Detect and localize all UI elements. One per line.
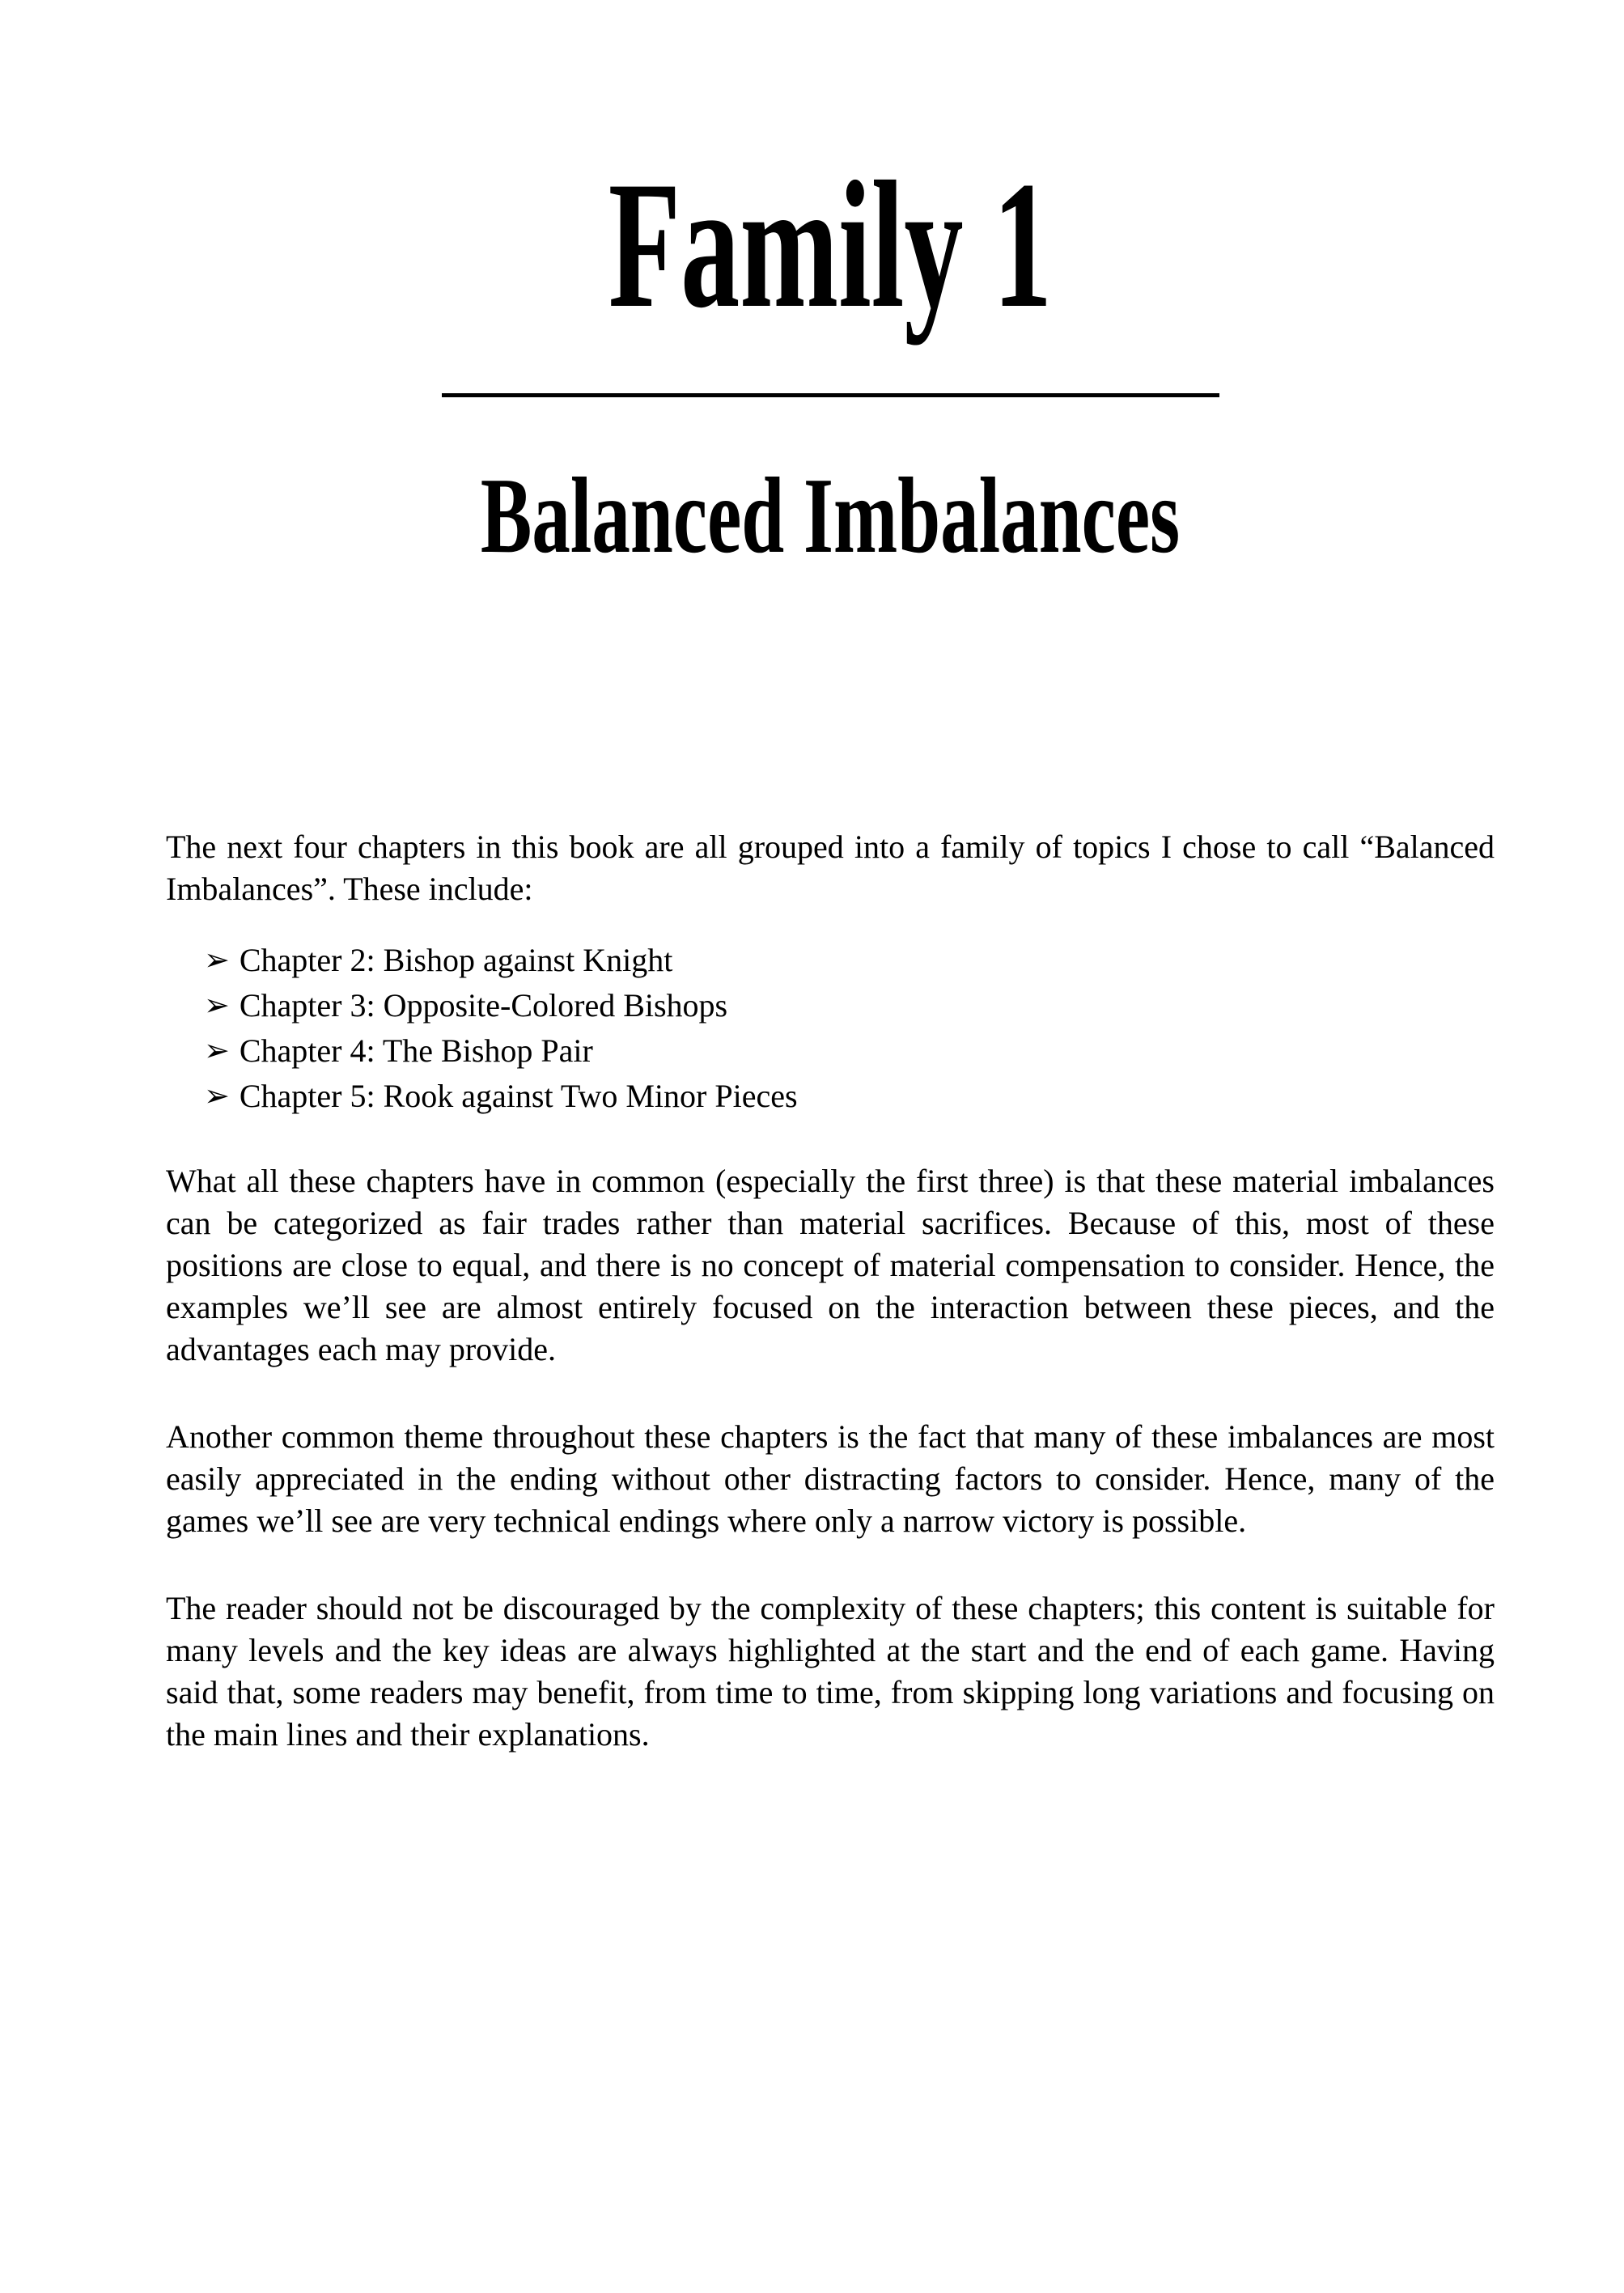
family-heading: Family 1 bbox=[608, 143, 1053, 345]
title-divider bbox=[442, 393, 1219, 397]
chapter-header bbox=[166, 143, 1495, 575]
chapter-list-label: Chapter 4: The Bishop Pair bbox=[239, 1032, 593, 1069]
arrow-bullet-icon: ➢ bbox=[204, 942, 230, 977]
chapter-list-label: Chapter 5: Rook against Two Minor Pieces bbox=[239, 1078, 798, 1114]
chapter-list-item bbox=[204, 983, 1495, 1028]
intro-paragraph: The next four chapters in this book are all grouped into a family of topics I chose to call “Balanced Imbalances”. These include: bbox=[166, 829, 1495, 907]
arrow-bullet-icon: ➢ bbox=[204, 987, 230, 1023]
body-paragraph: Another common theme throughout these chapters is the fact that many of these imbalances are most easily appreciated in the ending without other distracting factors to consider. Hence, many of the games we’ll see are very technical endings where only a narrow victory is possible. bbox=[166, 1418, 1495, 1539]
chapter-intro-body bbox=[166, 826, 1495, 1756]
body-paragraph: The reader should not be discouraged by the complexity of these chapters; this content is suitable for many levels and the key ideas are always highlighted at the start and the end of each game. Having said that, some readers may benefit, from time to time, from skipping long variations and focusing on the main lines and their explanations. bbox=[166, 1590, 1495, 1753]
chapter-list bbox=[166, 938, 1495, 1119]
chapter-list-item bbox=[204, 938, 1495, 983]
chapter-list-label: Chapter 2: Bishop against Knight bbox=[239, 942, 673, 978]
chapter-list-item bbox=[204, 1074, 1495, 1119]
chapter-list-label: Chapter 3: Opposite-Colored Bishops bbox=[239, 987, 728, 1024]
arrow-bullet-icon: ➢ bbox=[204, 1032, 230, 1068]
body-paragraph: What all these chapters have in common (especially the first three) is that these material imbalances can be categorized as fair trades rather than material sacrifices. Because of this, most of these positions are close to equal, and there is no concept of material compensation to consider. Hence, the examples we’ll see are almost entirely focused on the interaction between these pieces, and the advantages each may provide. bbox=[166, 1163, 1495, 1367]
arrow-bullet-icon: ➢ bbox=[204, 1078, 230, 1113]
text-block bbox=[166, 143, 1495, 1756]
chapter-list-item bbox=[204, 1028, 1495, 1074]
chapter-title: Balanced Imbalances bbox=[480, 456, 1181, 575]
